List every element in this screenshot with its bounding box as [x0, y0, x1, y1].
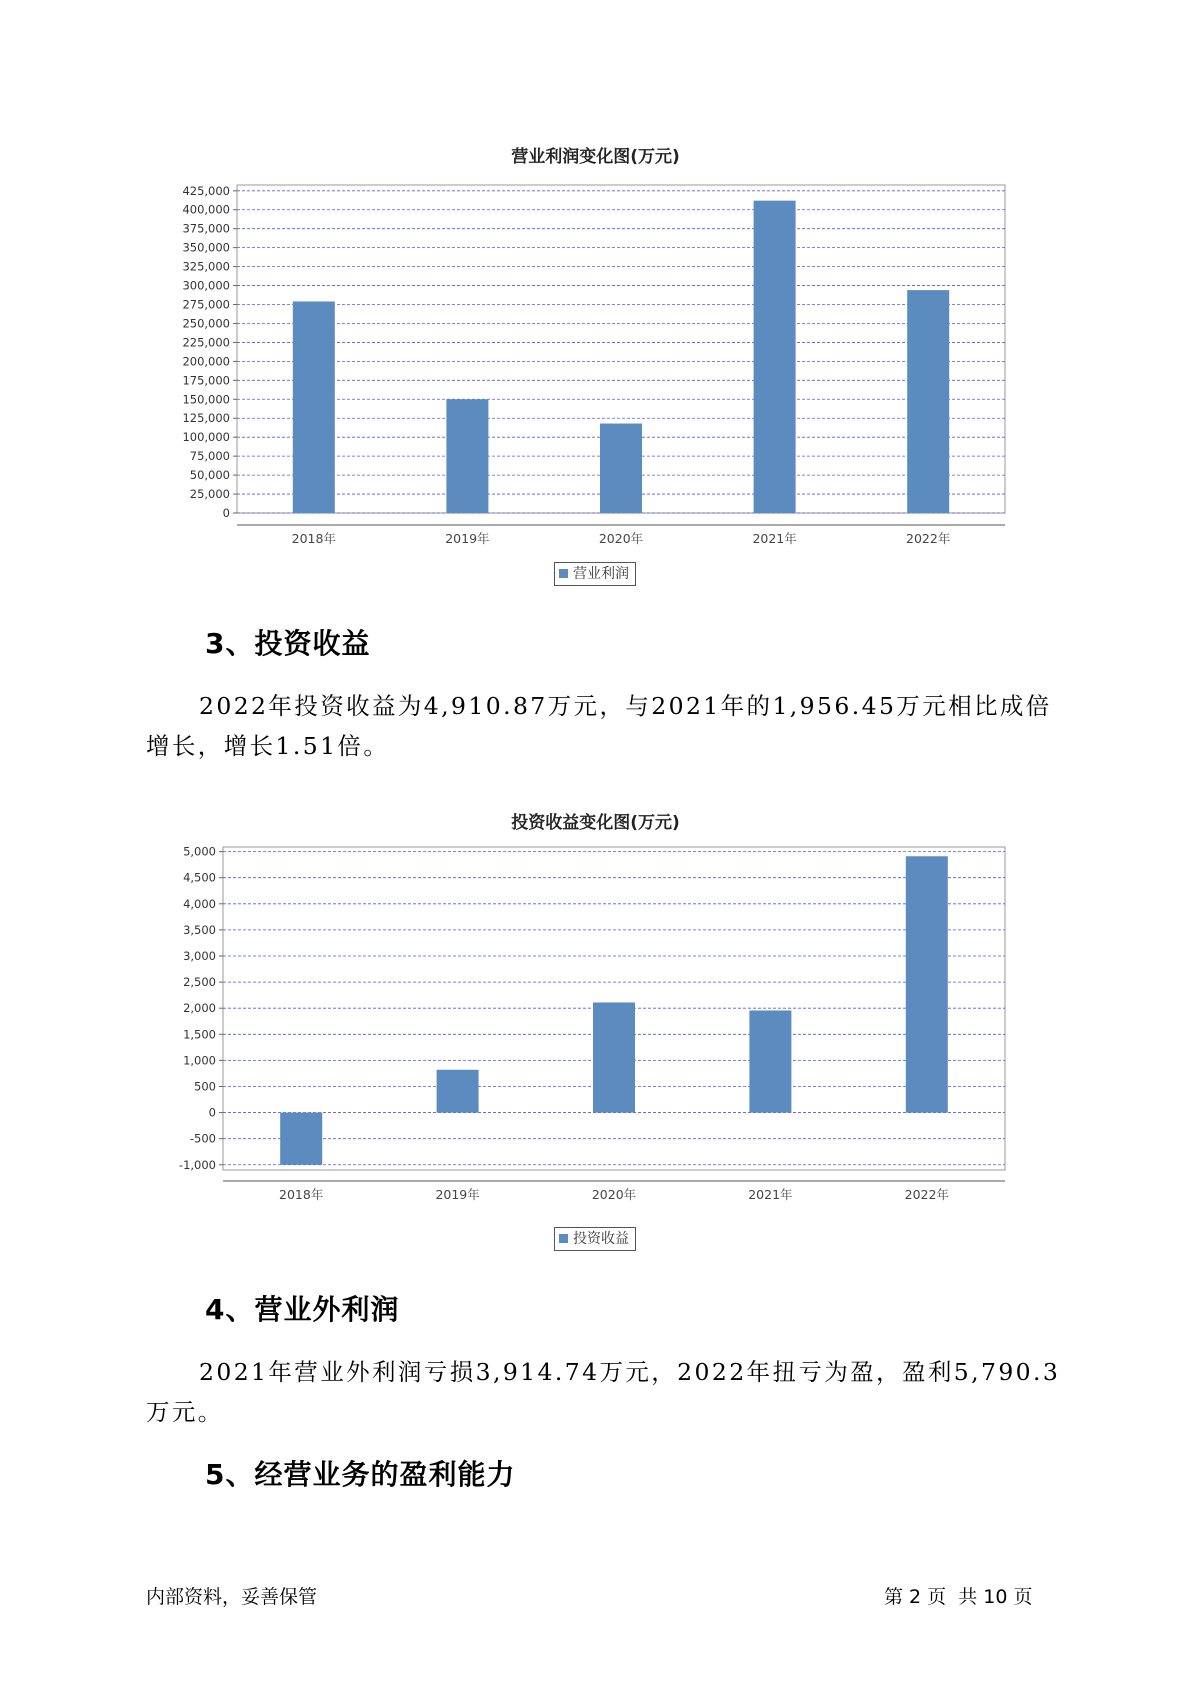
- y-tick-label: 250,000: [182, 316, 230, 331]
- y-tick-label: 325,000: [182, 259, 230, 274]
- y-tick-label: 2,500: [183, 975, 216, 990]
- y-tick-label: 2,000: [183, 1001, 216, 1016]
- x-category-label: 2022年: [904, 1187, 949, 1202]
- y-tick-label: 350,000: [182, 240, 230, 255]
- y-tick-label: 3,500: [183, 922, 216, 937]
- investment-income-chart: [0, 845, 1191, 1245]
- chart2-title: 投资收益变化图(万元): [511, 813, 680, 833]
- x-category-label: 2019年: [445, 531, 490, 546]
- x-category-label: 2020年: [598, 531, 644, 546]
- section5-heading: 5、经营业务的盈利能力: [205, 1458, 516, 1491]
- chart2-legend-label: 投资收益: [573, 1231, 629, 1247]
- section4-heading: 4、营业外利润: [205, 1293, 400, 1326]
- y-tick-label: 175,000: [182, 373, 230, 388]
- y-tick-label: 4,500: [183, 870, 216, 885]
- x-category-label: 2021年: [748, 1187, 793, 1202]
- y-tick-label: 3,000: [183, 949, 216, 963]
- y-tick-label: 425,000: [182, 183, 230, 198]
- section4-paragraph: 2021年营业外利润亏损3,914.74万元，2022年扭亏为盈，盈利5,790.3万元。: [146, 1358, 1061, 1426]
- y-tick-label: 0: [222, 506, 230, 520]
- y-tick-label: 150,000: [182, 392, 230, 407]
- y-tick-label: -1,000: [178, 1157, 216, 1172]
- y-tick-label: 225,000: [182, 335, 230, 350]
- chart1-title: 营业利润变化图(万元): [511, 147, 680, 167]
- y-tick-label: 200,000: [182, 354, 230, 369]
- y-tick-label: 1,500: [183, 1027, 216, 1042]
- y-tick-label: 125,000: [182, 411, 230, 426]
- y-tick-label: 375,000: [182, 221, 230, 236]
- x-category-label: 2022年: [906, 531, 951, 546]
- bar-2021年: [754, 201, 796, 513]
- x-category-label: 2021年: [752, 531, 797, 546]
- section3-paragraph: 2022年投资收益为4,910.87万元，与2021年的1,956.45万元相比成倍增长，增长1.51倍。: [146, 692, 1052, 760]
- y-tick-label: 300,000: [182, 278, 230, 293]
- y-tick-label: 1,000: [183, 1053, 216, 1068]
- y-tick-label: 275,000: [182, 297, 230, 312]
- y-tick-label: 75,000: [189, 449, 230, 464]
- chart1-legend-label: 营业利润: [573, 566, 629, 582]
- y-tick-label: -500: [189, 1131, 216, 1146]
- bar-2019年: [437, 1070, 479, 1113]
- y-tick-label: 50,000: [189, 468, 230, 483]
- section3-heading: 3、投资收益: [205, 627, 371, 660]
- bar-2021年: [749, 1010, 791, 1112]
- bar-2018年: [280, 1113, 322, 1165]
- legend-swatch-icon: [559, 569, 568, 578]
- bar-2022年: [906, 856, 948, 1112]
- y-tick-label: 500: [194, 1079, 216, 1094]
- y-tick-label: 5,000: [183, 844, 216, 859]
- y-tick-label: 100,000: [182, 430, 230, 445]
- bar-2019年: [446, 399, 488, 513]
- x-category-label: 2018年: [279, 1187, 324, 1202]
- bar-2022年: [907, 290, 949, 513]
- x-category-label: 2019年: [435, 1187, 480, 1202]
- chart2-legend: [554, 1227, 636, 1251]
- x-category-label: 2018年: [291, 531, 336, 546]
- bar-2020年: [593, 1002, 635, 1112]
- bar-2020年: [600, 424, 642, 513]
- y-tick-label: 4,000: [183, 896, 216, 911]
- chart1-legend: [554, 562, 636, 586]
- footer-confidential-note: 内部资料，妥善保管: [146, 1586, 318, 1608]
- y-tick-label: 0: [208, 1105, 216, 1120]
- y-tick-label: 25,000: [189, 487, 230, 502]
- x-category-label: 2020年: [591, 1187, 637, 1202]
- y-tick-label: 400,000: [182, 202, 230, 217]
- legend-swatch-icon: [559, 1234, 568, 1243]
- bar-2018年: [293, 301, 335, 513]
- operating-profit-chart: [0, 180, 1191, 600]
- footer-page-number: 第 2 页 共 10 页: [884, 1586, 1033, 1608]
